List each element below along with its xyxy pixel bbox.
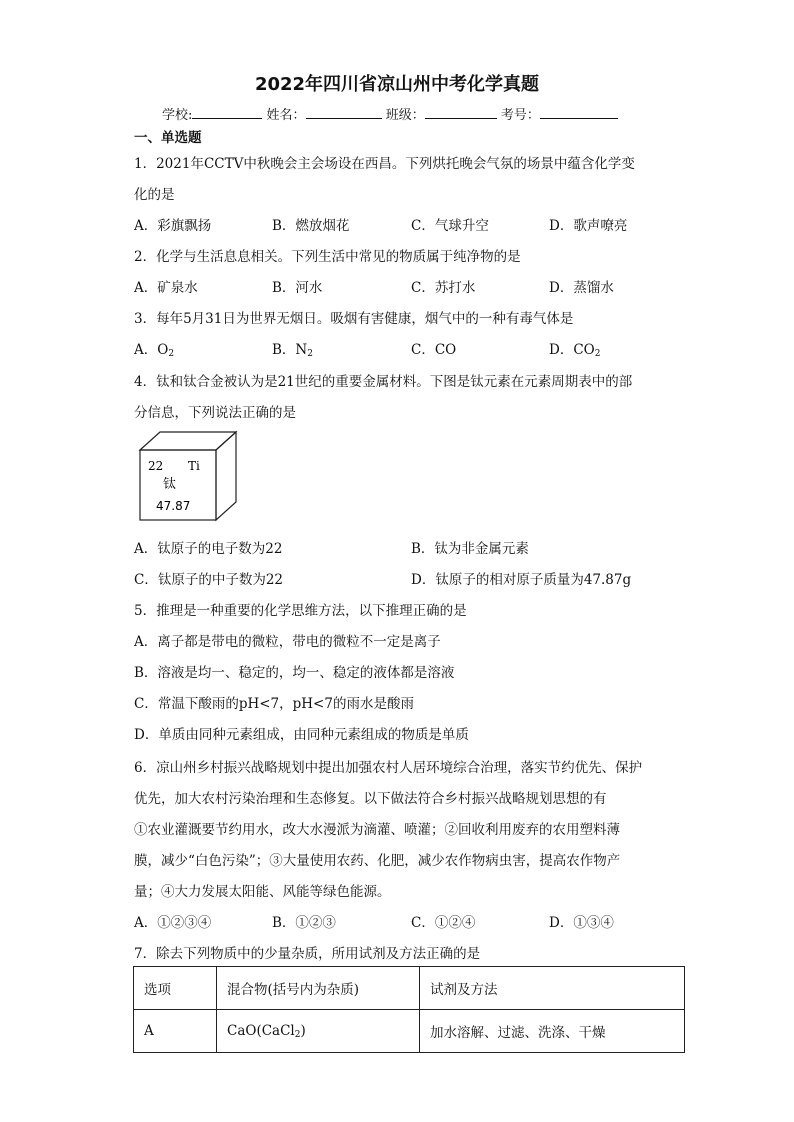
class-label: 班级：: [385, 108, 425, 123]
q6-stem-line2: 优先，加大农村污染治理和生态修复。以下做法符合乡村振兴战略规划思想的有: [134, 791, 607, 807]
q4-option-a[interactable]: A．钛原子的电子数为22: [134, 541, 283, 557]
name-field[interactable]: [306, 106, 382, 119]
q3-stem: 3．每年5月31日为世界无烟日。吸烟有害健康，烟气中的一种有毒气体是: [134, 311, 574, 327]
table-header-cell: 试剂及方法: [420, 967, 685, 1010]
school-field[interactable]: [192, 106, 262, 119]
q1-option-b[interactable]: B．燃放烟花: [272, 218, 350, 234]
q5-option-c[interactable]: C．常温下酸雨的pH<7，pH<7的雨水是酸雨: [134, 696, 414, 712]
class-field[interactable]: [425, 106, 497, 119]
q3-option-a[interactable]: A．$O_2$: [134, 342, 175, 359]
q6-stem-line3: ①农业灌溉要节约用水，改大水漫派为滴灌、喷灌；②回收利用废弃的农用塑料薄: [134, 822, 620, 838]
element-name: 钛: [163, 477, 177, 492]
q7-stem: 7．除去下列物质中的少量杂质，所用试剂及方法正确的是: [134, 946, 481, 962]
atomic-number: 22: [148, 459, 164, 473]
q6-option-c[interactable]: C．①②④: [411, 915, 476, 931]
q3-option-c[interactable]: C．CO: [411, 342, 457, 358]
q6-stem-line1: 6．凉山州乡村振兴战略规划中提出加强农村人居环境综合治理，落实节约优先、保护: [134, 760, 643, 776]
q2-option-d[interactable]: D．蒸馏水: [549, 280, 614, 296]
q1-option-d[interactable]: D．歌声嘹亮: [549, 218, 628, 234]
table-cell-option: A: [134, 1010, 217, 1053]
q5-option-b[interactable]: B．溶液是均一、稳定的，均一、稳定的液体都是溶液: [134, 665, 455, 681]
q5-option-a[interactable]: A．离子都是带电的微粒，带电的微粒不一定是离子: [134, 634, 441, 650]
q1-stem-line2: 化的是: [134, 187, 175, 203]
q4-option-c[interactable]: C．钛原子的中子数为22: [134, 572, 284, 588]
q6-option-b[interactable]: B．①②③: [272, 915, 336, 931]
element-symbol: Ti: [188, 459, 200, 473]
table-row: [134, 1010, 685, 1053]
table-header-row: [134, 967, 685, 1010]
table-header-cell: 选项: [134, 967, 217, 1010]
exam-no-field[interactable]: [540, 106, 618, 119]
q6-stem-line5: 量；④大力发展太阳能、风能等绿色能源。: [134, 884, 391, 900]
table-cell-method: 加水溶解、过滤、洗涤、干燥: [420, 1010, 685, 1053]
q5-option-d[interactable]: D．单质由同种元素组成，由同种元素组成的物质是单质: [134, 727, 469, 743]
periodic-table-cell-figure: [138, 430, 238, 522]
q4-stem-line2: 分信息，下列说法正确的是: [134, 405, 296, 421]
q2-option-c[interactable]: C．苏打水: [411, 280, 476, 296]
q6-option-d[interactable]: D．①③④: [549, 915, 614, 931]
q5-stem: 5．推理是一种重要的化学思维方法，以下推理正确的是: [134, 603, 467, 619]
table-header-cell: 混合物(括号内为杂质): [217, 967, 420, 1010]
student-info-line: [162, 104, 618, 123]
q6-stem-line4: 膜，减少“白色污染”；③大量使用农药、化肥，减少农作物病虫害，提高农作物产: [134, 853, 621, 869]
q2-option-a[interactable]: A．矿泉水: [134, 280, 198, 296]
table-cell-mixture: CaO(CaCl$_2$): [217, 1010, 420, 1053]
atomic-mass: 47.87: [156, 499, 191, 513]
q1-option-c[interactable]: C．气球升空: [411, 218, 489, 234]
q6-option-a[interactable]: A．①②③④: [134, 915, 212, 931]
page-title: 2022年四川省凉山州中考化学真题: [254, 74, 540, 95]
exam-no-label: 考号：: [500, 108, 540, 123]
q3-option-b[interactable]: B．$N_2$: [272, 342, 313, 359]
q3-option-d[interactable]: D．$CO_2$: [549, 342, 601, 359]
q1-stem-line1: 1．2021年CCTV中秋晚会主会场设在西昌。下列烘托晚会气氛的场景中蕴含化学变: [134, 156, 635, 172]
q4-option-b[interactable]: B．钛为非金属元素: [411, 541, 529, 557]
school-label: 学校:: [162, 108, 193, 123]
q2-stem: 2．化学与生活息息相关。下列生活中常见的物质属于纯净物的是: [134, 249, 521, 265]
q2-option-b[interactable]: B．河水: [272, 280, 323, 296]
q4-option-d[interactable]: D．钛原子的相对原子质量为47.87g: [411, 572, 632, 588]
q1-option-a[interactable]: A．彩旗飘扬: [134, 218, 212, 234]
name-label: 姓名：: [266, 108, 306, 123]
q7-table: [133, 966, 685, 1053]
section-heading: 一、单选题: [134, 130, 202, 146]
q4-stem-line1: 4．钛和钛合金被认为是21世纪的重要金属材料。下图是钛元素在元素周期表中的部: [134, 374, 633, 390]
